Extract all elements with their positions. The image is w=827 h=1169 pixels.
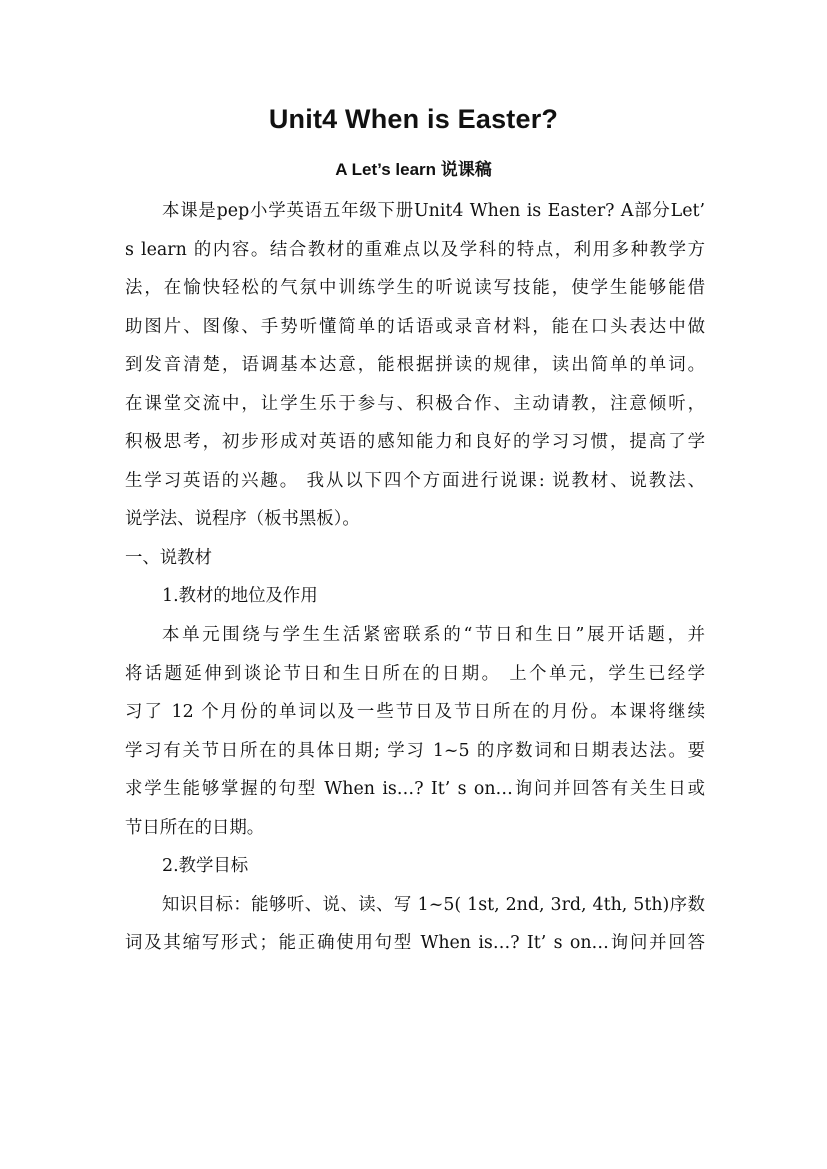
body-line: 1.教材的地位及作用	[162, 586, 318, 607]
body-line: 节日所在的日期。	[125, 817, 265, 838]
body-line: 助图片、图像、手势听懂简单的话语或录音材料，能在口头表达中做	[125, 316, 705, 337]
document-body	[125, 192, 705, 963]
body-line: 习了 12 个月份的单词以及一些节日及节日所在的月份。本课将继续	[125, 702, 705, 723]
body-line: 词及其缩写形式；能正确使用句型 When is…? It’ s on…询问并回答	[125, 933, 705, 954]
document-title: Unit4 When is Easter?	[268, 104, 559, 134]
body-line: 一、说教材	[125, 547, 212, 568]
body-line: 本课是pep小学英语五年级下册Unit4 When is Easter? A部分Let’	[162, 201, 705, 221]
body-line: 积极思考，初步形成对英语的感知能力和良好的学习习惯，提高了学	[125, 432, 705, 453]
body-line: 说学法、说程序（板书黑板）。	[125, 509, 360, 530]
body-line: 生学习英语的兴趣。 我从以下四个方面进行说课: 说教材、说教法、	[125, 470, 705, 491]
body-line: 到发音清楚，语调基本达意，能根据拼读的规律，读出简单的单词。	[125, 355, 705, 376]
body-line: 将话题延伸到谈论节日和生日所在的日期。 上个单元，学生已经学	[125, 663, 705, 684]
body-line: 法，在愉快轻松的气氛中训练学生的听说读写技能，使学生能够能借	[125, 278, 705, 299]
body-line: 知识目标：能够听、说、读、写 1~5( 1st, 2nd, 3rd, 4th, 5th)序数	[162, 894, 705, 915]
document-subtitle: A Let’s learn 说课稿	[335, 160, 492, 179]
body-line: 在课堂交流中，让学生乐于参与、积极合作、主动请教，注意倾听，	[125, 393, 705, 414]
body-line: 求学生能够掌握的句型 When is…? It’ s on…询问并回答有关生日或	[125, 779, 705, 800]
body-line: 学习有关节日所在的具体日期; 学习 1~5 的序数词和日期表达法。要	[125, 740, 705, 761]
body-line: 本单元围绕与学生生活紧密联系的“节日和生日”展开话题，并	[162, 625, 705, 646]
body-line: 2.教学目标	[162, 856, 249, 877]
body-line: s learn 的内容。结合教材的重难点以及学科的特点，利用多种教学方	[125, 239, 705, 260]
